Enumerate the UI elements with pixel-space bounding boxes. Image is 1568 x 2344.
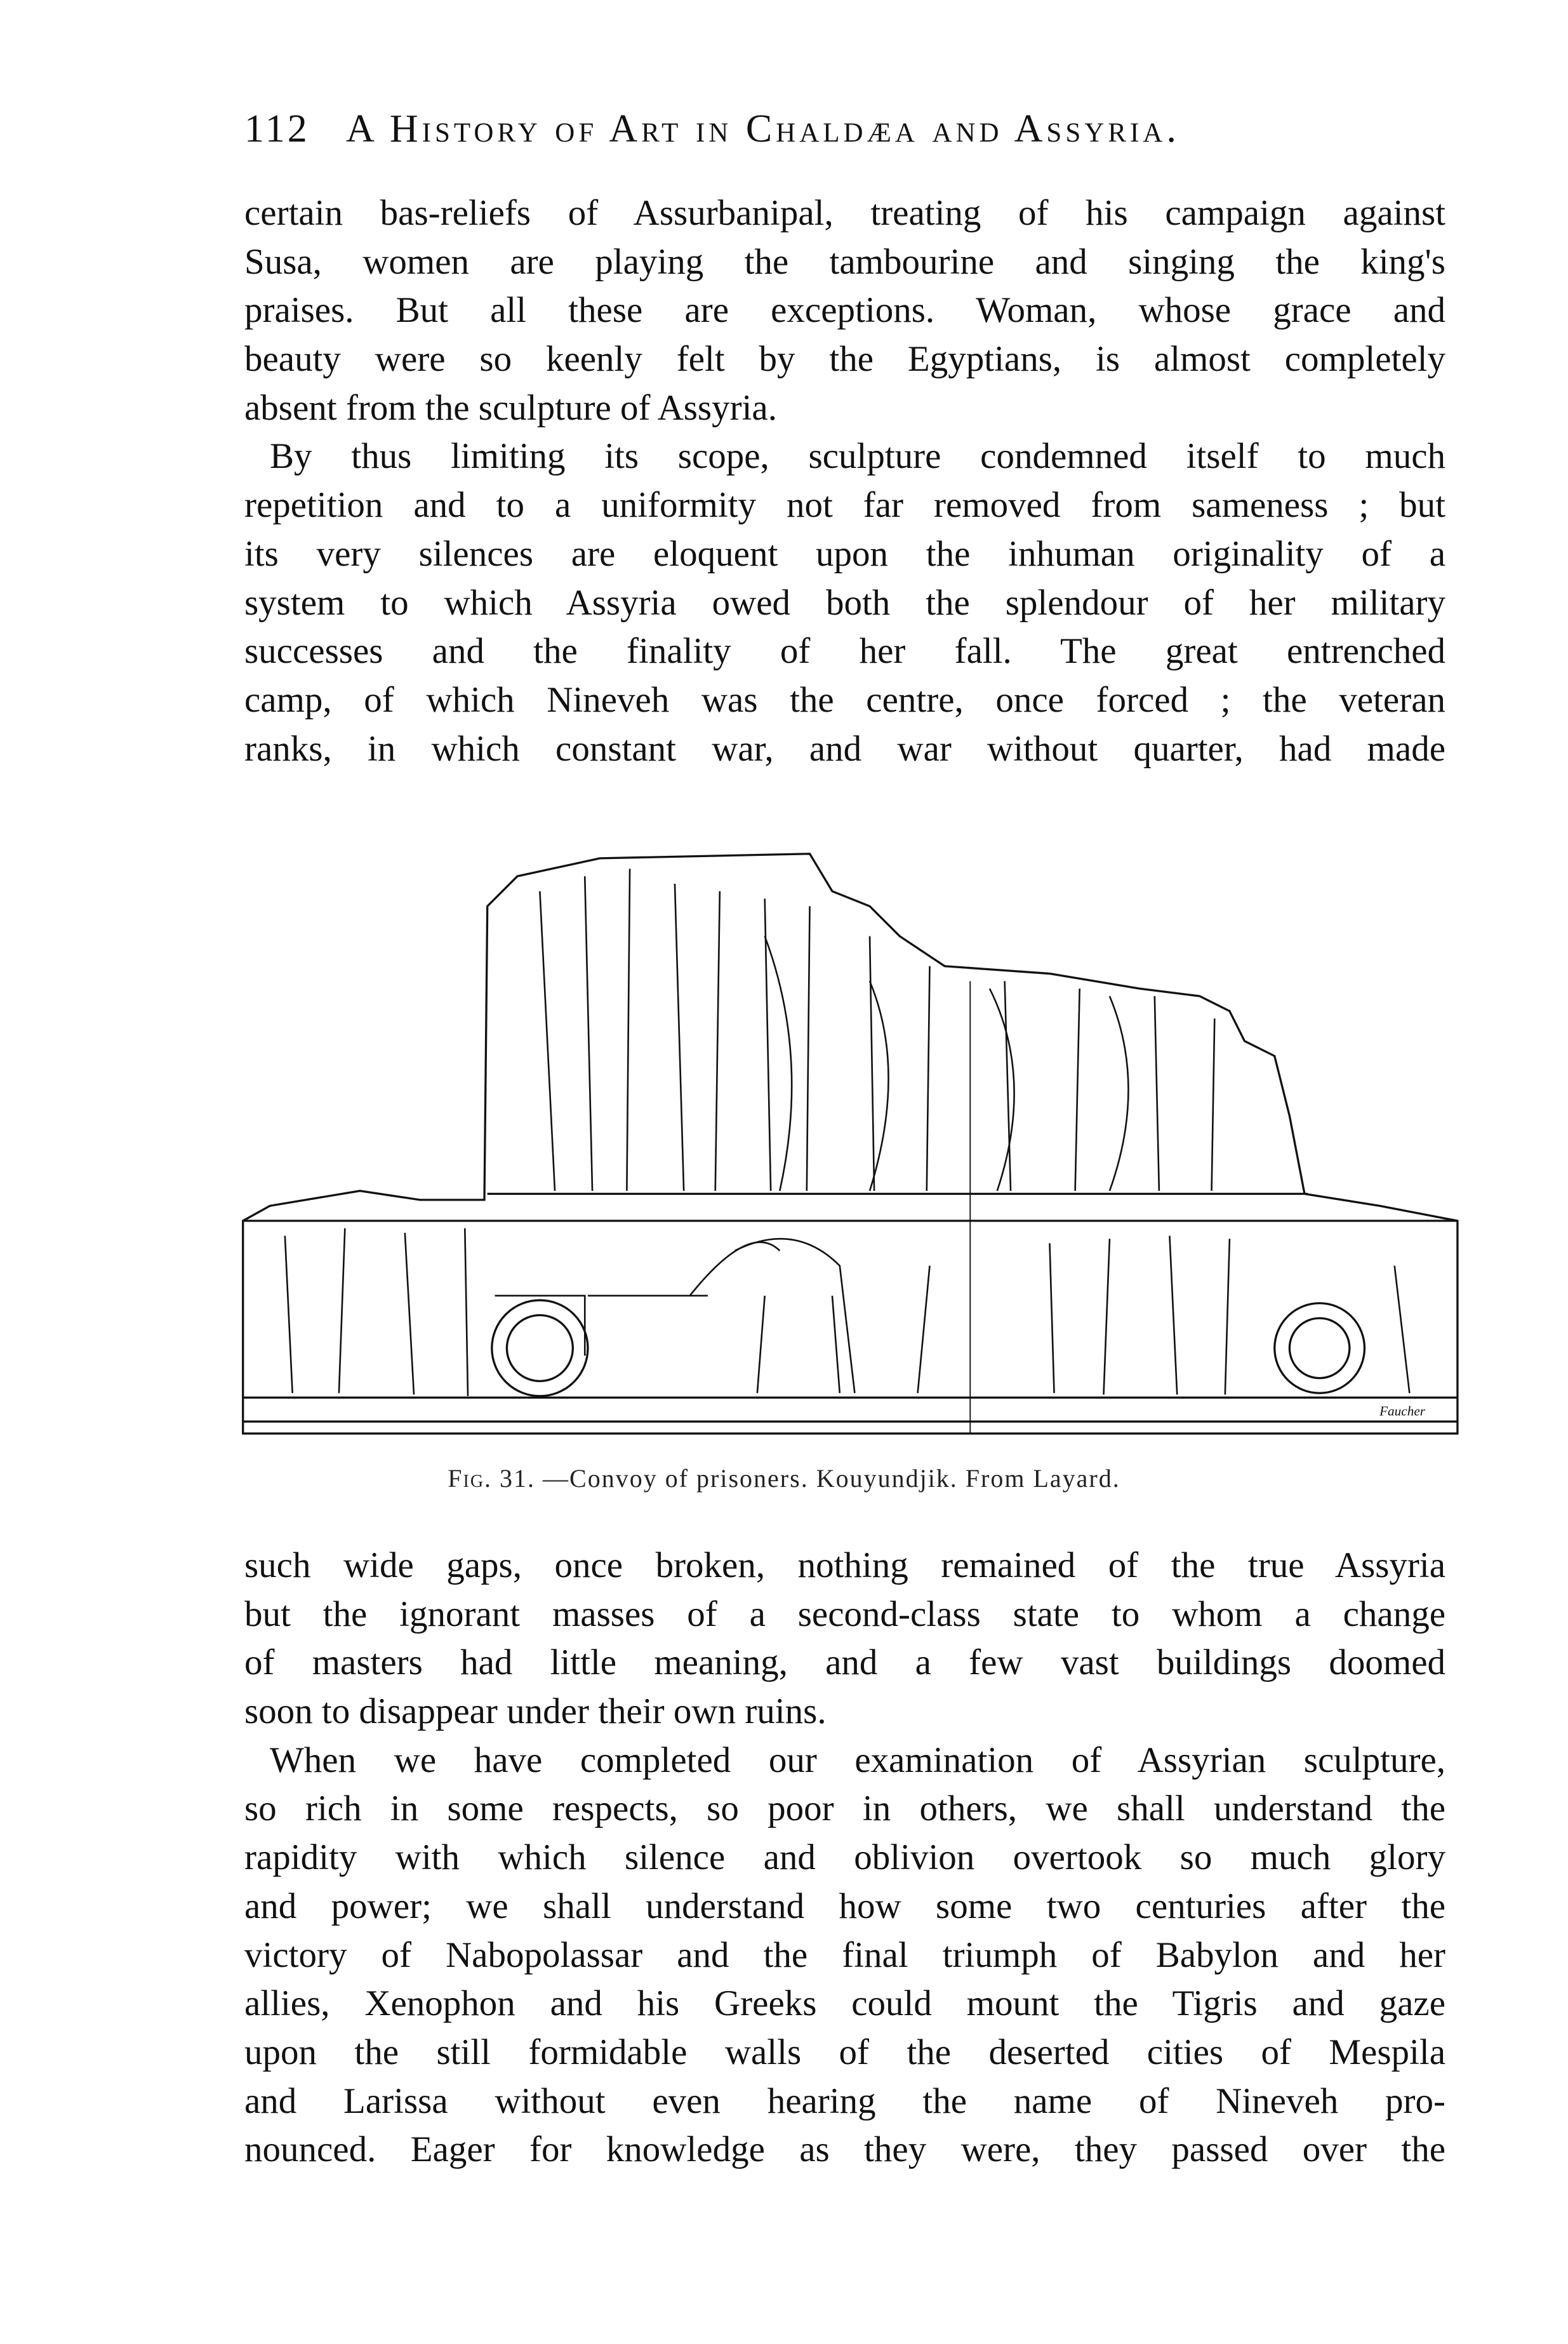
text-block-lower	[244, 1542, 1445, 2174]
text-line: and Larissa without even hearing the name of Nineveh pro-	[244, 2081, 1445, 2121]
text-line: such wide gaps, once broken, nothing remained of the true Assyria	[244, 1545, 1445, 1585]
text-line: upon the still formidable walls of the deserted cities of Mespila	[244, 2032, 1445, 2072]
text-line: camp, of which Nineveh was the centre, once forced ; the veteran	[244, 679, 1445, 720]
text-line: Susa, women are playing the tambourine and singing the king's	[244, 241, 1445, 282]
text-line: its very silences are eloquent upon the inhuman originality of a	[244, 533, 1445, 574]
text-line: successes and the finality of her fall. The great entrenched	[244, 631, 1445, 672]
text-line: and power; we shall understand how some two centuries after the	[244, 1886, 1445, 1926]
text-line: allies, Xenophon and his Greeks could mount the Tigris and gaze	[244, 1983, 1445, 2024]
figure-number: Fig. 31.	[448, 1464, 536, 1493]
text-line: By thus limiting its scope, sculpture condemned itself to much	[270, 436, 1445, 477]
text-line: When we have completed our examination of Assyrian sculpture,	[270, 1740, 1445, 1780]
text-line: nounced. Eager for knowledge as they were, they passed over the	[244, 2129, 1445, 2170]
text-line: beauty were so keenly felt by the Egyptians, is almost completely	[244, 339, 1445, 380]
page-number: 112	[244, 107, 310, 150]
text-line: repetition and to a uniformity not far removed from sameness ; but	[244, 485, 1445, 526]
text-line: victory of Nabopolassar and the final triumph of Babylon and her	[244, 1934, 1445, 1975]
procession-figures	[285, 1229, 1409, 1396]
artist-signature: Faucher	[1379, 1403, 1426, 1419]
text-line: of masters had little meaning, and a few vast buildings doomed	[244, 1642, 1445, 1683]
figure-relief-illustration	[240, 846, 1462, 1438]
text-line: soon to disappear under their own ruins.	[244, 1691, 827, 1732]
text-line: so rich in some respects, so poor in others, we shall understand the	[244, 1788, 1445, 1829]
running-header	[244, 107, 1324, 152]
text-line: ranks, in which constant war, and war without quarter, had made	[244, 728, 1445, 769]
text-line: absent from the sculpture of Assyria.	[244, 387, 777, 428]
text-line: certain bas-reliefs of Assurbanipal, treating of his campaign against	[244, 193, 1445, 233]
soldier-figures	[540, 869, 1214, 1190]
text-line: rapidity with which silence and oblivion overtook so much glory	[244, 1837, 1445, 1878]
relief-drawing	[240, 846, 1462, 1438]
running-title: A History of Art in Chaldæa and Assyria.	[346, 107, 1180, 150]
text-line: but the ignorant masses of a second-class state to whom a change	[244, 1594, 1445, 1634]
text-line: system to which Assyria owed both the splendour of her military	[244, 582, 1445, 623]
chariot-wheel-right	[1275, 1303, 1365, 1394]
caption-text: —Convoy of prisoners. Kouyundjik. From Layard.	[543, 1464, 1120, 1493]
figure-caption	[0, 1463, 1568, 1493]
text-block-upper	[244, 189, 1445, 773]
text-line: praises. But all these are exceptions. Woman, whose grace and	[244, 290, 1445, 331]
